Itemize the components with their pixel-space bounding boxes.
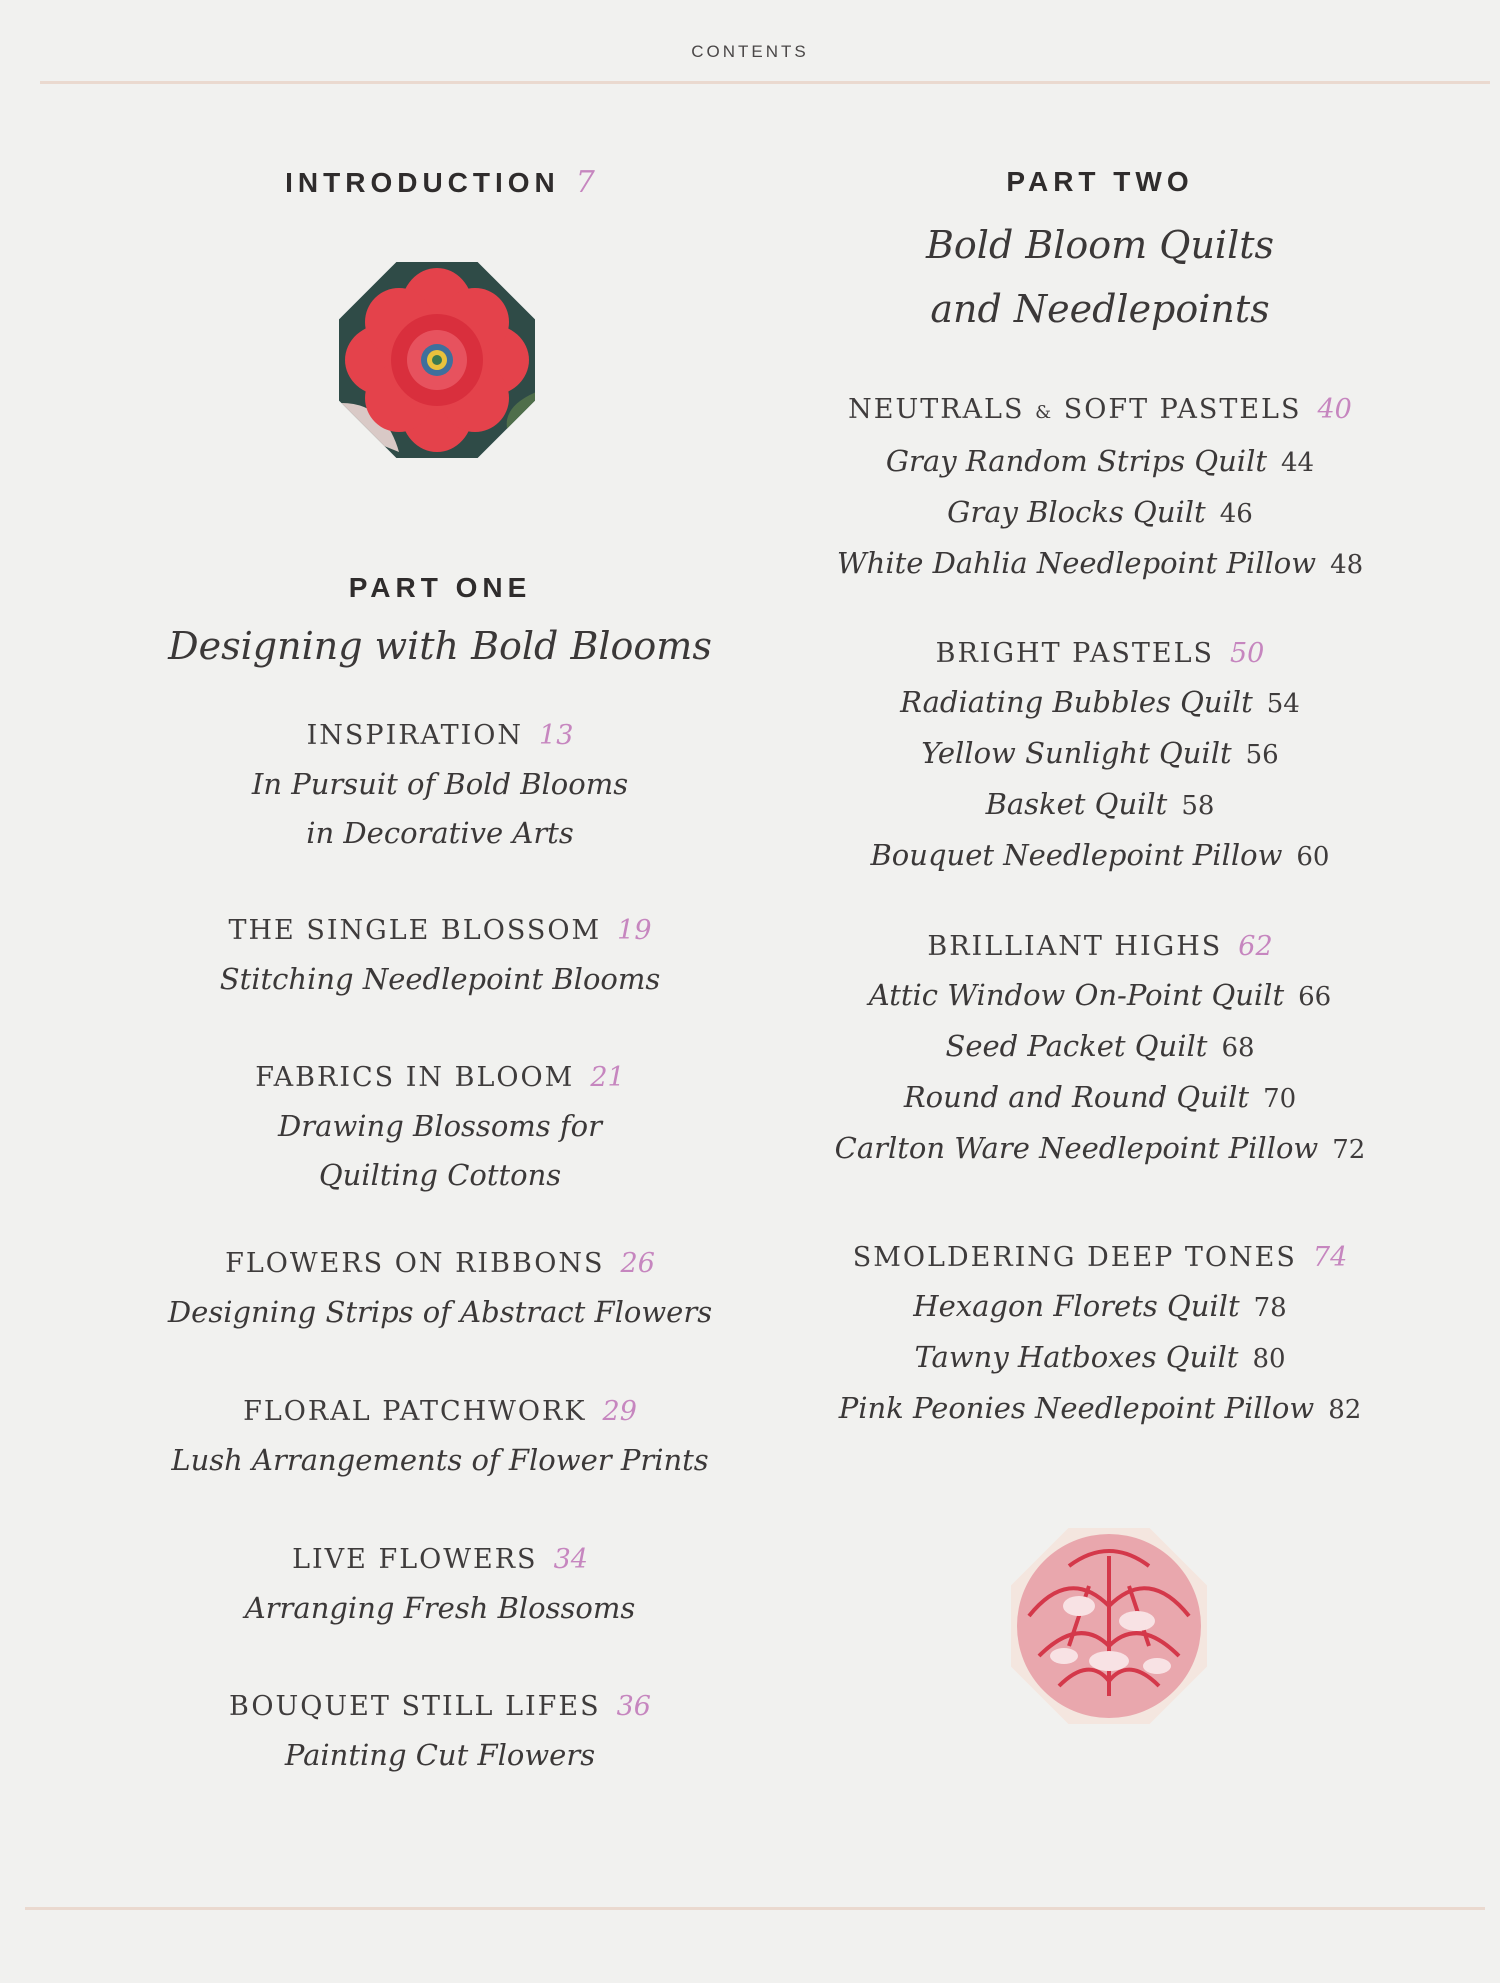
toc-section[interactable] bbox=[120, 1536, 760, 1633]
entry-name: White Dahlia Needlepoint Pillow bbox=[836, 546, 1317, 580]
running-head: CONTENTS bbox=[691, 42, 809, 61]
section-title: NEUTRALS bbox=[848, 394, 1025, 425]
section-subtitle-line: Painting Cut Flowers bbox=[284, 1738, 596, 1772]
entry-page: 78 bbox=[1253, 1293, 1287, 1323]
section-title: LIVE FLOWERS bbox=[292, 1544, 538, 1575]
red-flower-diamond-image bbox=[298, 221, 575, 498]
entry-page: 44 bbox=[1281, 448, 1315, 478]
section-page: 13 bbox=[539, 720, 574, 751]
entry-page: 60 bbox=[1296, 842, 1330, 872]
section-page: 50 bbox=[1230, 638, 1265, 669]
section-page: 21 bbox=[590, 1062, 625, 1093]
entry-name: Hexagon Florets Quilt bbox=[913, 1289, 1240, 1323]
pink-peony-diamond-image bbox=[970, 1487, 1247, 1764]
section-page: 29 bbox=[602, 1396, 637, 1427]
section-subtitle-line: Stitching Needlepoint Blooms bbox=[219, 962, 661, 996]
entry-page: 80 bbox=[1252, 1344, 1286, 1374]
section-title-ampersand: & bbox=[1035, 402, 1054, 423]
section-subtitle-line: Designing Strips of Abstract Flowers bbox=[167, 1295, 713, 1329]
section-subtitle-line: Drawing Blossoms for bbox=[278, 1109, 602, 1143]
toc-entry[interactable] bbox=[790, 831, 1410, 882]
toc-entry[interactable] bbox=[790, 437, 1410, 488]
part-two-subtitle-line: and Needlepoints bbox=[930, 287, 1270, 331]
introduction-heading[interactable] bbox=[120, 165, 760, 200]
entry-name: Basket Quilt bbox=[985, 787, 1168, 821]
entry-name: Tawny Hatboxes Quilt bbox=[914, 1340, 1239, 1374]
section-subtitle-line: In Pursuit of Bold Blooms bbox=[251, 767, 629, 801]
part-two-label: PART TWO bbox=[1006, 166, 1194, 197]
section-page: 19 bbox=[617, 915, 652, 946]
entry-name: Round and Round Quilt bbox=[903, 1080, 1250, 1114]
entry-page: 58 bbox=[1181, 791, 1215, 821]
entry-name: Bouquet Needlepoint Pillow bbox=[870, 838, 1283, 872]
section-title: INSPIRATION bbox=[306, 720, 524, 751]
toc-entry[interactable] bbox=[790, 1124, 1410, 1175]
entry-page: 46 bbox=[1219, 499, 1253, 529]
entry-page: 70 bbox=[1263, 1084, 1297, 1114]
bottom-rule bbox=[25, 1907, 1485, 1910]
section-subtitle-line: Quilting Cottons bbox=[318, 1158, 562, 1192]
toc-entry[interactable] bbox=[790, 539, 1410, 590]
section-page: 62 bbox=[1238, 931, 1273, 962]
section-subtitle-line: in Decorative Arts bbox=[306, 816, 574, 850]
section-page: 34 bbox=[553, 1544, 588, 1575]
toc-entry[interactable] bbox=[790, 1384, 1410, 1435]
entry-page: 68 bbox=[1221, 1033, 1255, 1063]
section-page: 26 bbox=[620, 1248, 655, 1279]
section-page: 40 bbox=[1317, 394, 1352, 425]
section-title: THE SINGLE BLOSSOM bbox=[228, 915, 602, 946]
toc-entry[interactable] bbox=[790, 1333, 1410, 1384]
right-column bbox=[790, 0, 1410, 1900]
entry-page: 72 bbox=[1332, 1135, 1366, 1165]
toc-entry[interactable] bbox=[790, 1022, 1410, 1073]
part-two-subtitle-line: Bold Bloom Quilts bbox=[925, 223, 1274, 267]
part-one-subtitle: Designing with Bold Blooms bbox=[168, 624, 712, 668]
introduction-page: 7 bbox=[575, 165, 595, 200]
toc-entry[interactable] bbox=[790, 488, 1410, 539]
toc-entry[interactable] bbox=[790, 971, 1410, 1022]
section-title: FABRICS IN BLOOM bbox=[255, 1062, 575, 1093]
section-title: FLOWERS ON RIBBONS bbox=[225, 1248, 605, 1279]
introduction-label: INTRODUCTION bbox=[285, 167, 560, 198]
section-title: SMOLDERING DEEP TONES bbox=[852, 1242, 1297, 1273]
section-subtitle-line: Lush Arrangements of Flower Prints bbox=[171, 1443, 709, 1477]
toc-section[interactable] bbox=[790, 923, 1410, 1175]
toc-section[interactable] bbox=[790, 386, 1410, 590]
entry-page: 82 bbox=[1328, 1395, 1362, 1425]
entry-page: 66 bbox=[1298, 982, 1332, 1012]
toc-entry[interactable] bbox=[790, 678, 1410, 729]
left-column bbox=[120, 0, 760, 1900]
part-one-heading[interactable] bbox=[120, 574, 760, 602]
toc-entry[interactable] bbox=[790, 729, 1410, 780]
toc-entry[interactable] bbox=[790, 1282, 1410, 1333]
section-title: BRIGHT PASTELS bbox=[935, 638, 1214, 669]
entry-name: Yellow Sunlight Quilt bbox=[921, 736, 1232, 770]
entry-name: Gray Blocks Quilt bbox=[947, 495, 1206, 529]
section-page: 36 bbox=[616, 1691, 651, 1722]
toc-section[interactable] bbox=[120, 1054, 760, 1200]
part-one-label: PART ONE bbox=[348, 572, 532, 603]
section-title: BRILLIANT HIGHS bbox=[927, 931, 1223, 962]
toc-section[interactable] bbox=[120, 1388, 760, 1485]
section-subtitle-line: Arranging Fresh Blossoms bbox=[244, 1591, 636, 1625]
entry-page: 54 bbox=[1266, 689, 1300, 719]
toc-section[interactable] bbox=[120, 1683, 760, 1780]
entry-name: Seed Packet Quilt bbox=[945, 1029, 1208, 1063]
entry-name: Radiating Bubbles Quilt bbox=[900, 685, 1253, 719]
entry-name: Attic Window On-Point Quilt bbox=[868, 978, 1285, 1012]
toc-section[interactable] bbox=[790, 630, 1410, 882]
section-title: SOFT PASTELS bbox=[1063, 394, 1302, 425]
entry-name: Carlton Ware Needlepoint Pillow bbox=[834, 1131, 1319, 1165]
section-title: BOUQUET STILL LIFES bbox=[229, 1691, 601, 1722]
entry-name: Gray Random Strips Quilt bbox=[885, 444, 1267, 478]
entry-page: 56 bbox=[1245, 740, 1279, 770]
toc-section[interactable] bbox=[120, 712, 760, 858]
toc-entry[interactable] bbox=[790, 780, 1410, 831]
section-title: FLORAL PATCHWORK bbox=[243, 1396, 587, 1427]
part-two-heading[interactable] bbox=[790, 168, 1410, 196]
section-page: 74 bbox=[1312, 1242, 1348, 1273]
entry-name: Pink Peonies Needlepoint Pillow bbox=[838, 1391, 1315, 1425]
entry-page: 48 bbox=[1330, 550, 1364, 580]
toc-section[interactable] bbox=[120, 1240, 760, 1337]
part-two-subtitle bbox=[790, 213, 1410, 341]
toc-entry[interactable] bbox=[790, 1073, 1410, 1124]
toc-section[interactable] bbox=[120, 907, 760, 1004]
toc-section[interactable] bbox=[790, 1234, 1410, 1435]
